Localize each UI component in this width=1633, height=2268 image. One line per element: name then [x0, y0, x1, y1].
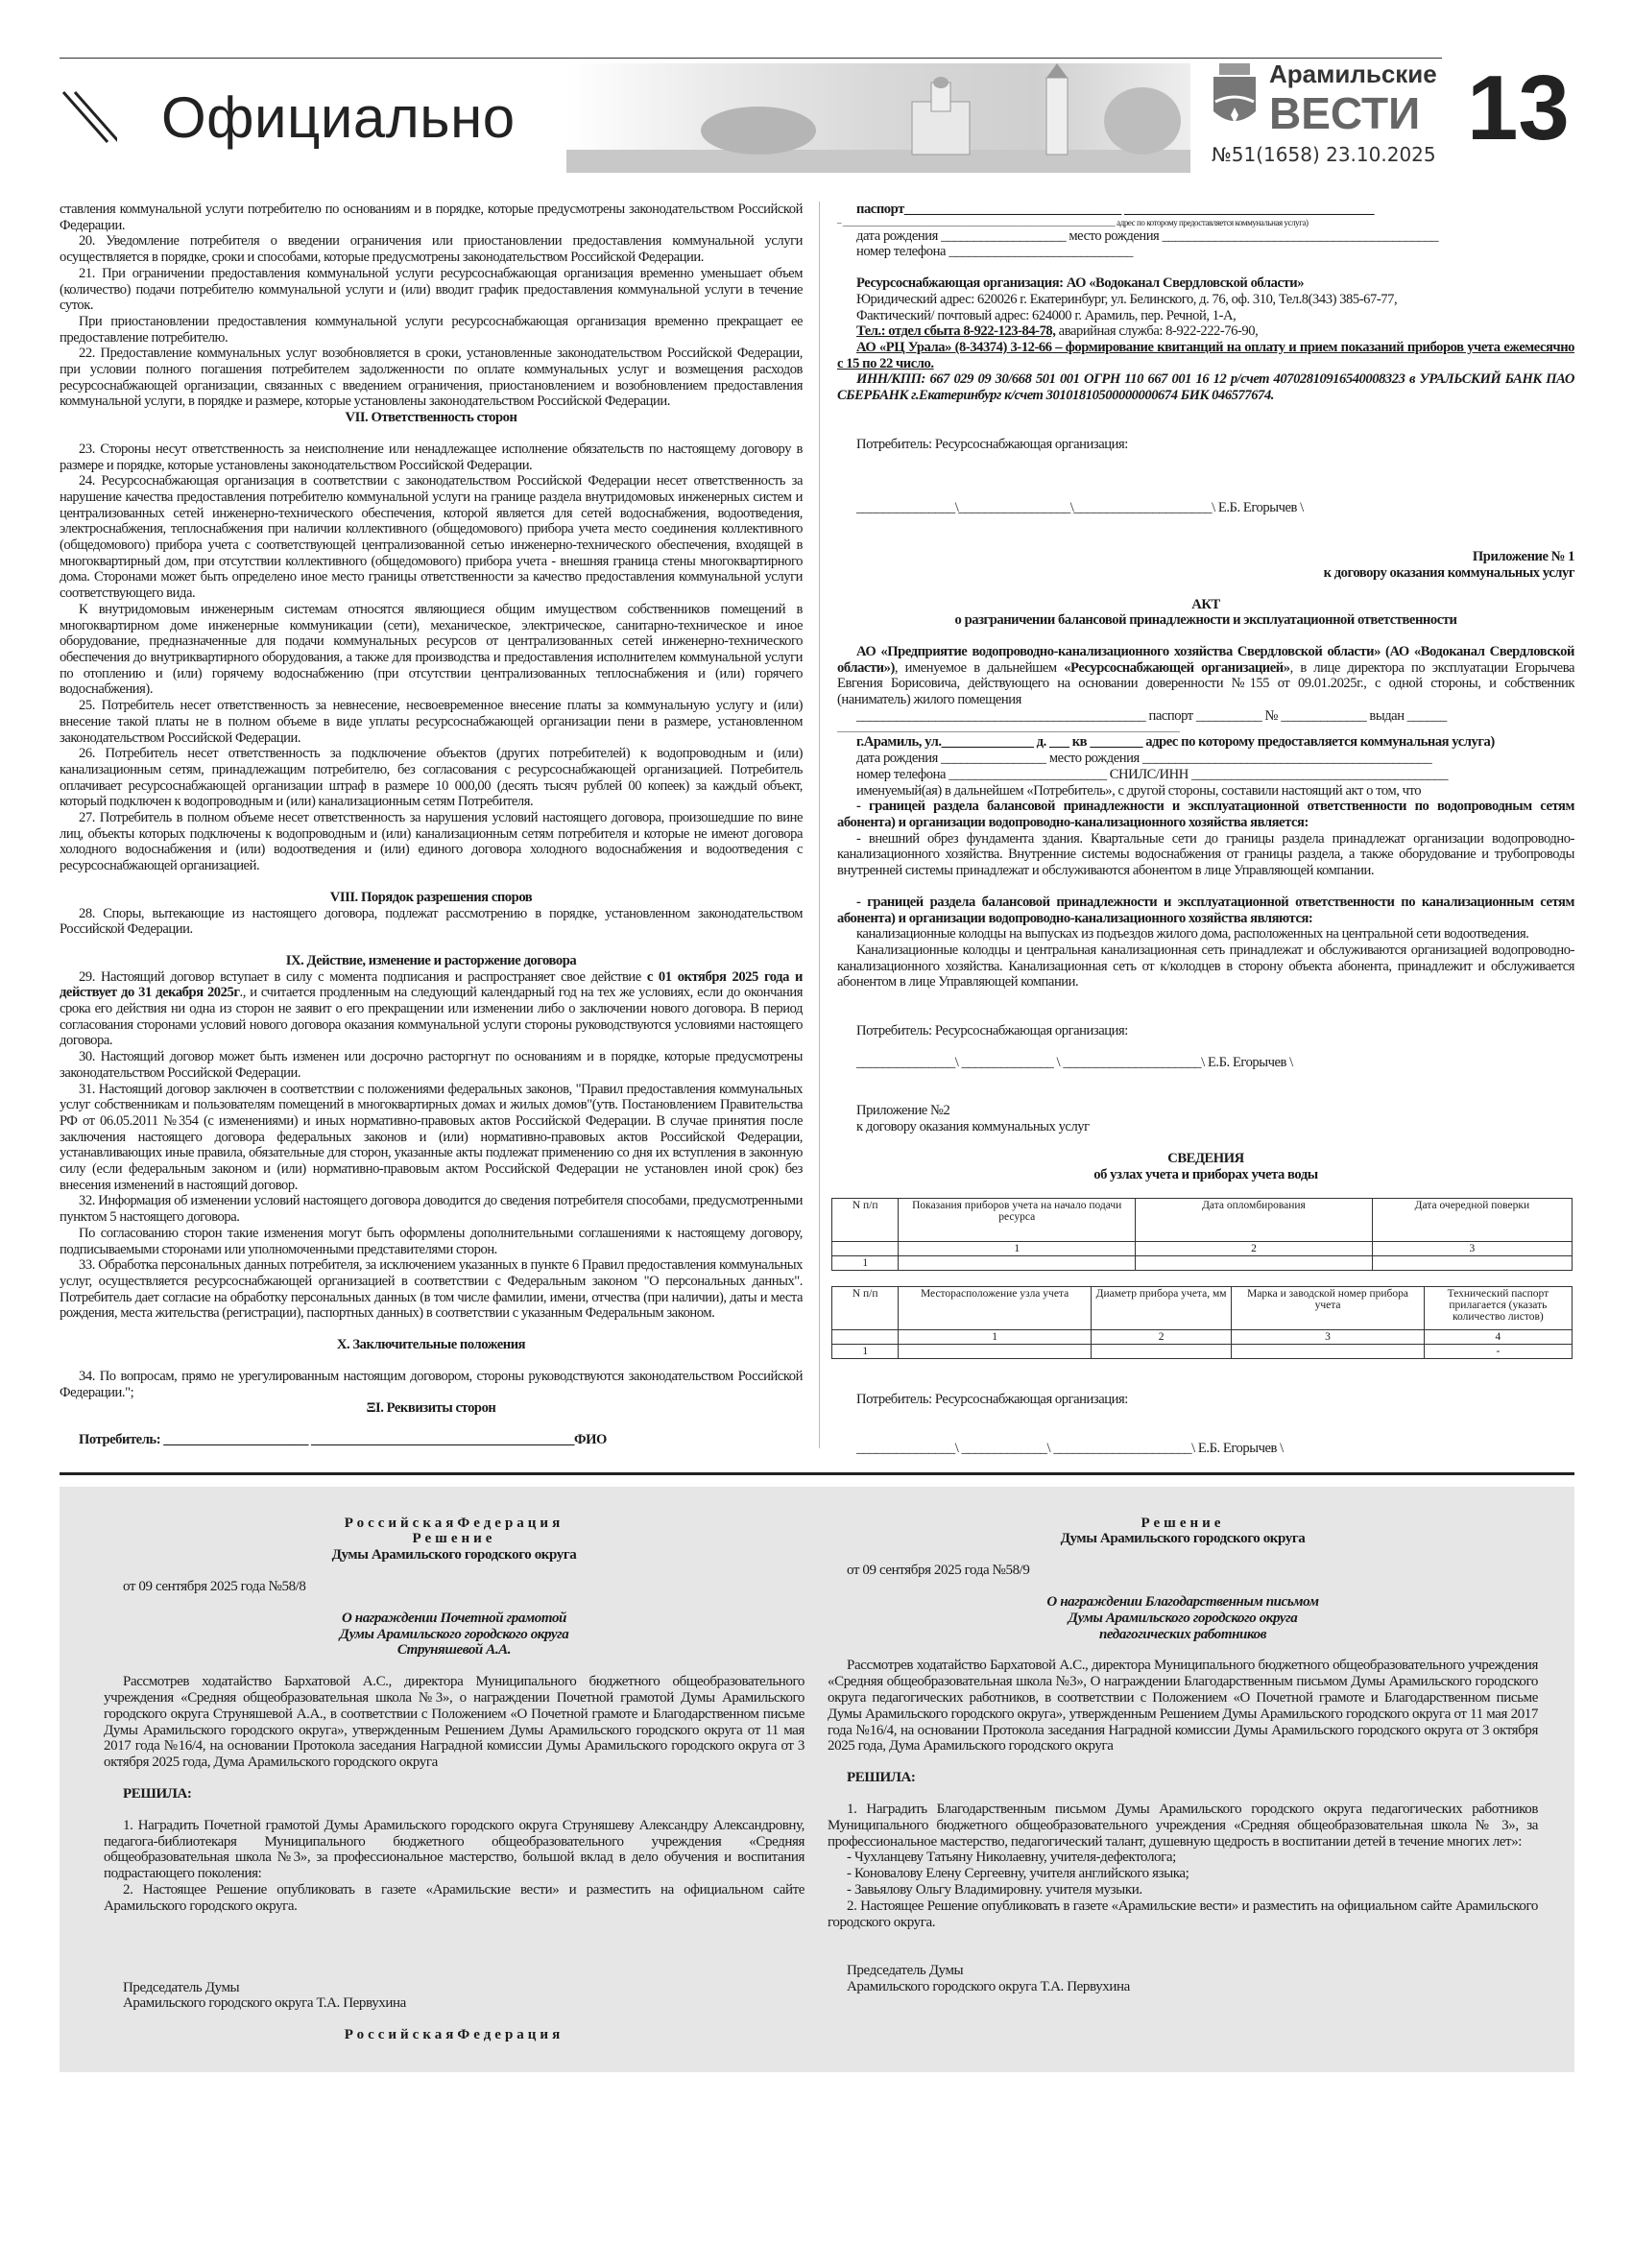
table-header-row: [832, 1287, 1573, 1330]
text-line: [837, 1103, 1574, 1119]
spacer: [837, 1359, 1574, 1392]
bold-line: [828, 1770, 1538, 1786]
section-heading: [837, 1167, 1574, 1183]
table-cell: [899, 1345, 1091, 1359]
paragraph-text: именуемый(ая) в дальнейшем «Потребитель», с другой стороны, составили настоящий акт о том, что: [856, 782, 1422, 799]
paragraph-text: 23. Стороны несут ответственность за неисполнение или ненадлежащее исполнение обязательств по настоящему договору в размере и порядке, которые установлены законодательством Российской Федерации.: [60, 441, 803, 473]
heading-spaced: [104, 2027, 804, 2043]
meter-nodes-table: [831, 1286, 1573, 1359]
paragraph-text: VIII. Порядок разрешения споров: [329, 889, 533, 905]
section-slashes-icon: [60, 88, 117, 146]
paragraph-text: Думы Арамильского городского округа: [339, 1626, 569, 1642]
section-heading: [60, 1400, 803, 1417]
table-header-cell: Дата очередной поверки: [1372, 1199, 1572, 1242]
section-heading: [104, 1547, 804, 1564]
paragraph-text: канализационные колодцы на выпусках из подъездов жилого дома, расположенных на центральной сети водоотведения.: [856, 926, 1529, 943]
paragraph-text: о разграничении балансовой принадлежности и эксплуатационной ответственности: [954, 612, 1457, 629]
table-cell: [1136, 1256, 1373, 1271]
paragraph-text: 2. Настоящее Решение опубликовать в газете «Арамильские вести» и разместить на официальном сайте Арамильского городского округа.: [104, 1881, 804, 1914]
spacer: [837, 1070, 1574, 1103]
paragraph: [837, 228, 1574, 245]
paragraph-text: 28. Споры, вытекающие из настоящего договора, подлежат рассмотрению в порядке, установленном законодательством Российской Федерации.: [60, 905, 803, 938]
newspaper-name-main: ВЕСТИ: [1269, 88, 1421, 138]
section-heading: [837, 597, 1574, 613]
text-line: [837, 292, 1574, 308]
paragraph-text: 21. При ограничении предоставления коммунальной услуги ресурсоснабжающая организация временно уменьшает объем (количество) подачи потребителю коммунальной услуги и (или) вводит график предоставления коммунальной услуги в течение суток.: [60, 265, 803, 314]
decision-title: [828, 1611, 1538, 1627]
paragraph-text: г.Арамиль, ул.______________ д. ___ кв ________ адрес по которому предоставляется коммунальная услуга): [856, 734, 1495, 751]
spacer: [104, 1915, 804, 1947]
appendix-caption: [837, 549, 1574, 565]
paragraph-text: - Чухланцеву Татьяну Николаевну, учителя-дефектолога;: [847, 1850, 1176, 1866]
spacer: [828, 1755, 1538, 1770]
paragraph: [60, 1226, 803, 1257]
paragraph-text: X. Заключительные положения: [336, 1337, 526, 1353]
table-row: [832, 1256, 1573, 1271]
paragraph: [104, 1579, 804, 1595]
paragraph-text: Ресурсоснабжающая организация: АО «Водоканал Свердловской области»: [856, 275, 1305, 292]
duma-decisions-panel: [60, 1487, 1574, 2072]
spacer: [104, 1595, 804, 1611]
newspaper-name-top: Арамильские: [1269, 60, 1437, 88]
paragraph-text: 22. Предоставление коммунальных услуг возобновляется в сроки, установленные законодательством Российской Федерации, при условии полного погашения потребителем задолженности по оплате коммунальных услуг и возмещения расходов ресурсоснабжающей организации, связанных с введением ограничения, приостановлением и возобновлением предоставления коммунальной услуги, в порядке и размере, которые установлены законодательством Российской Федерации.: [60, 346, 803, 410]
meter-readings-table: [831, 1198, 1573, 1271]
table-index-cell: 1: [899, 1330, 1091, 1345]
table-header-cell: N п/п: [832, 1287, 899, 1330]
spacer: [60, 938, 803, 953]
contract-text-column: [60, 202, 820, 1448]
paragraph-text: О награждении Благодарственным письмом: [1046, 1594, 1319, 1611]
paragraph-text: – ______________________________________________________________________ адрес по которому предоставляется коммунальная услуга): [837, 217, 1309, 227]
paragraph-text: При приостановлении предоставления коммунальной услуги ресурсоснабжающая организация временно прекращает ее предоставление потребителю.: [60, 313, 803, 346]
spacer: [104, 1659, 804, 1674]
decision-58-9: [828, 1516, 1538, 2043]
bold-line: [104, 1786, 804, 1802]
paragraph-text: АО «РЦ Урала» (8-34374) 3-12-66 – формирование квитанций на оплату и прием показаний приборов учета ежемесячно с 15 по 22 число.: [837, 339, 1574, 371]
paragraph-text: РоссийскаяФедерация: [344, 1515, 564, 1531]
section-heading: [60, 410, 803, 426]
bold-paragraph: [837, 799, 1574, 830]
paragraph: [828, 1866, 1538, 1882]
table-header-row: [832, 1199, 1573, 1242]
section-title: Официально: [161, 85, 516, 150]
paragraph-tail: ., и считается продленным на следующий календарный год на тех же условиях, если до окончания срока его действия ни одна из сторон не заявит о его прекращении или изменении либо о заключении нового договора. В период согласования сторонами условий нового договора оказания коммунальной услуги стороны руководствуются условиями настоящего договора.: [60, 985, 803, 1049]
spacer: [837, 1408, 1574, 1441]
paragraph-bold-part: Тел.: отдел сбыта 8-922-123-84-78,: [856, 323, 1056, 340]
paragraph-text: дата рождения ___________________ место рождения __________________________________________: [856, 227, 1439, 244]
table-index-cell: 4: [1424, 1330, 1572, 1345]
paragraph-text: , именуемое в дальнейшем: [894, 659, 1065, 676]
bold-line: [837, 734, 1574, 751]
paragraph-text: _______________\ ______________ \ _____________________\ Е.Б. Егорычев \: [856, 1054, 1293, 1070]
paragraph-text: педагогических работников: [1098, 1626, 1267, 1642]
table-index-cell: 2: [1136, 1242, 1373, 1256]
table-header-cell: Месторасположение узла учета: [899, 1287, 1091, 1330]
paragraph-text: ставления коммунальной услуги потребителю по основаниям и в порядке, которые предусмотрены законодательством Российской Федерации.: [60, 202, 803, 233]
table-header-cell: Марка и заводской номер прибора учета: [1232, 1287, 1424, 1330]
paragraph-text: - Завьялову Ольгу Владимировну. учителя музыки.: [847, 1881, 1142, 1898]
paragraph: [60, 266, 803, 314]
paragraph-text: Приложение № 1: [1472, 549, 1574, 565]
paragraph: [60, 969, 803, 1050]
spacer: [837, 1135, 1574, 1151]
decision-title: [828, 1594, 1538, 1611]
paragraph-text: К внутридомовым инженерным системам относятся являющиеся общим имуществом собственников помещений в многоквартирном доме инженерные коммуникации (сети), механическое, электрическое, санитарно-техническое и иное оборудование, предназначенные для подачи коммунальных ресурсов от централизованных сетей инженерно-технического обеспечения до внутриквартирного оборудования, а также для производства и предоставления исполнителем коммунальной услуги по отоплению и (или) горячему водоснабжению (при отсутствии централизованных теплоснабжения и (или) горячего водоснабжения).: [60, 601, 803, 698]
paragraph-text: Канализационные колодцы и центральная канализационная сеть принадлежат и обслуживаются организацией водопроводно-канализационного хозяйства. Канализационная сеть от к/колодцев в сторону объекта абонента, принадлежит и обслуживается абонентом в лице Управляющей компании.: [837, 942, 1574, 991]
paragraph-text: ________________________________________________________________________________________: [837, 724, 1180, 734]
spacer: [837, 260, 1574, 275]
paragraph: [828, 1882, 1538, 1898]
spacer: [837, 1182, 1574, 1198]
text-line: [837, 1023, 1574, 1039]
paragraph-text: РЕШИЛА:: [123, 1786, 192, 1802]
paragraph-text: IX. Действие, изменение и расторжение договора: [285, 952, 577, 968]
table-row: [832, 1345, 1573, 1359]
paragraph-text: Потребитель: Ресурсоснабжающая организация:: [856, 436, 1128, 452]
paragraph-text: 29. Настоящий договор вступает в силу с момента подписания и распространяет свое действие: [79, 968, 647, 985]
paragraph-text: VII. Ответственность сторон: [345, 410, 517, 426]
paragraph-text: - внешний обрез фундамента здания. Квартальные сети до границы раздела принадлежат организации водопроводно-канализационного хозяйства. Внутренние системы водоснабжения от границы раздела, а также оборудование и трубопроводы внутренней системы принадлежат и обслуживаются абонентом в лице Управляющей компании.: [837, 830, 1574, 879]
paragraph: [104, 1818, 804, 1882]
paragraph: [104, 1882, 804, 1915]
paragraph: [837, 751, 1574, 767]
table-header-cell: Технический паспорт прилагается (указать количество листов): [1424, 1287, 1572, 1330]
paragraph-text: РЕШИЛА:: [847, 1770, 916, 1786]
section-divider: [60, 1472, 1574, 1475]
paragraph-text: от 09 сентября 2025 года №58/9: [847, 1563, 1030, 1579]
paragraph: [60, 746, 803, 810]
paragraph-text: 24. Ресурсоснабжающая организация в соответствии с законодательством Российской Федерации несет ответственность за нарушение качества предоставления потребителю коммунальной услуги на границе раздела внутридомовых инженерных систем и централизованных сетей инженерно-технического обеспечения, которой является для сетей водоснабжения, водоотведения, электроснабжения, теплоснабжения при наличии коллективного (общедомового) прибора учета место соединения коллективного (общедомового) прибора учета с соответствующей централизованной сетью инженерно-технического обеспечения, входящей в многоквартирный дом, при отсутствии коллективного (общедомового) прибора учета - внешняя граница стены многоквартирного дома. Сторонами может быть определено иное место границы ответственности за качество предоставления коммунальной услуги соответствующего вида.: [60, 473, 803, 602]
table-index-cell: [832, 1330, 899, 1345]
paragraph-text: 1. Наградить Благодарственным письмом Думы Арамильского городского округа педагогических работников Муниципального бюджетного общеобразовательного учреждения «Средняя общеобразовательная школа № 3», за профессиональное мастерство, педагогический талант, душевную щедрость в воспитании детей в течение многих лет»:: [828, 1802, 1538, 1850]
paragraph-text: 34. По вопросам, прямо не урегулированным настоящим договором, стороны руководствуются законодательством Российской Федерации.";: [60, 1368, 803, 1400]
paragraph: [837, 831, 1574, 879]
paragraph-text: Председатель Думы: [847, 1963, 964, 1979]
paragraph: [60, 473, 803, 602]
paragraph: [828, 1658, 1538, 1755]
paragraph-text: СВЕДЕНИЯ: [1167, 1150, 1244, 1166]
table-header-cell: Показания приборов учета на начало подачи ресурса: [899, 1199, 1136, 1242]
spacer: [60, 426, 803, 442]
paragraph: [60, 906, 803, 938]
paragraph: [60, 1257, 803, 1322]
signature-line: [837, 500, 1574, 516]
paragraph-text: 25. Потребитель несет ответственность за невнесение, несвоевременное внесение платы за коммунальную услугу и (или) внесение такой платы не в полном объеме в виде уплаты ресурсоснабжающей организации пени в размере, установленном законодательством Российской Федерации.: [60, 698, 803, 746]
appendix-caption: [837, 565, 1574, 582]
paragraph-text: Решение: [1141, 1515, 1225, 1531]
section-heading: [837, 612, 1574, 629]
text-line: [837, 708, 1574, 725]
paragraph-text: 2. Настоящее Решение опубликовать в газете «Арамильские вести» и разместить на официальном сайте Арамильского городского округа.: [828, 1898, 1538, 1930]
table-cell: -: [1424, 1345, 1572, 1359]
issue-number-date: №51(1658) 23.10.2025: [1212, 143, 1436, 166]
table-index-cell: 3: [1372, 1242, 1572, 1256]
paragraph: [60, 698, 803, 746]
spacer: [837, 991, 1574, 1023]
spacer: [828, 1930, 1538, 1963]
paragraph-text: Рассмотрев ходатайство Бархатовой А.С., директора Муниципального бюджетного общеобразовательного учреждения «Средняя общеобразовательная школа №3», О награждении Благодарственным письмом Думы Арамильского городского округа педагогических работников, в соответствии с Положением «О Почетной грамоте и Благодарственном письме Думы Арамильского городского округа», утвержденным Решением Думы Арамильского городского округа от 11 мая 2017 года №16/4, на основании Протокола заседания Наградной комиссии Думы Арамильского городского округа от 3 октября 2025 года, Дума Арамильского городского округа: [828, 1658, 1538, 1755]
paragraph-text: паспорт_________________________________ ______________________________________: [856, 202, 1375, 217]
paragraph-text: - границей раздела балансовой принадлежности и эксплуатационной ответственности по канализационным сетям абонента) и организации водопроводно-канализационного хозяйства являются:: [837, 894, 1574, 926]
bank-details: [837, 371, 1574, 403]
bold-line: [837, 275, 1574, 292]
section-heading: [60, 1337, 803, 1353]
spacer: [828, 1786, 1538, 1802]
spacer: [837, 516, 1574, 549]
text-line: [104, 1980, 804, 1996]
text-line: [837, 308, 1574, 324]
coat-of-arms-logo: [1212, 63, 1258, 129]
paragraph-text: Думы Арамильского городского округа: [1068, 1610, 1298, 1626]
paragraph: [837, 767, 1574, 783]
paragraph-text: Арамильского городского округа Т.А. Первухина: [123, 1995, 406, 2012]
spacer: [60, 1353, 803, 1369]
paragraph-text: - Коновалову Елену Сергеевну, учителя английского языка;: [847, 1866, 1189, 1882]
paragraph-text: _______________\_________________\_____________________\ Е.Б. Егорычев \: [856, 500, 1304, 516]
spacer: [104, 1564, 804, 1579]
paragraph-text: ИНН/КПП: 667 029 09 30/668 501 001 ОГРН 110 667 001 16 12 р/счет 40702810916540008323 в УРАЛЬСКИЙ БАНК ПАО СБЕРБАНК г.Екатеринбург к/счет 30101810500000000674 БИК 046577674.: [837, 371, 1574, 404]
spacer: [104, 2012, 804, 2027]
bold-line: [837, 202, 1574, 218]
decision-title: [828, 1627, 1538, 1643]
section-heading: [60, 953, 803, 969]
paragraph-text: Потребитель: Ресурсоснабжающая организация:: [856, 1023, 1128, 1039]
paragraph-text: 1. Наградить Почетной грамотой Думы Арамильского городского округа Струняшеву Александру Александровну, педагога-библиотекаря Муниципального бюджетного общеобразовательного учреждения «Средняя общеобразовательная школа №3», за профессиональное мастерство, большой вклад в дело обучения и воспитания подрастающего поколения:: [104, 1817, 804, 1882]
spacer: [837, 452, 1574, 485]
paragraph-text: номер телефона ____________________________: [856, 244, 1133, 260]
paragraph-text: дата рождения ________________ место рождения ____________________________________________: [856, 751, 1432, 767]
signature-line: [837, 1055, 1574, 1071]
paragraph-text: Струняшевой А.А.: [396, 1642, 512, 1659]
text-line: [837, 1119, 1574, 1135]
paragraph-text: Приложение №2: [856, 1103, 950, 1119]
paragraph-text: Председатель Думы: [123, 1979, 240, 1995]
paragraph: [104, 1674, 804, 1771]
field-caption: [837, 218, 1574, 228]
spacer: [837, 1039, 1574, 1055]
paragraph-text: Арамильского городского округа Т.А. Первухина: [847, 1979, 1130, 1995]
contract-requisites-column: [837, 202, 1574, 1457]
page-header: [0, 0, 1633, 192]
spacer: [60, 1417, 803, 1432]
paragraph: [837, 943, 1574, 991]
header-rule: [60, 58, 1442, 59]
table-index-cell: 2: [1091, 1330, 1231, 1345]
paragraph: [837, 783, 1574, 800]
section-heading: [828, 1531, 1538, 1547]
spacer: [837, 879, 1574, 895]
table-header-cell: Диаметр прибора учета, мм: [1091, 1287, 1231, 1330]
bold-line: [60, 1432, 803, 1448]
text-line: [104, 1995, 804, 2012]
paragraph-text: Потребитель: Ресурсоснабжающая организация:: [856, 1392, 1128, 1408]
paragraph: [828, 1898, 1538, 1931]
paragraph: [837, 644, 1574, 708]
table-index-row: [832, 1242, 1573, 1256]
text-line: [828, 1979, 1538, 1995]
table-cell: [1232, 1345, 1424, 1359]
decision-58-8: [104, 1516, 804, 2043]
paragraph: [837, 244, 1574, 260]
paragraph-continued: [60, 202, 803, 233]
paragraph-text: О награждении Почетной грамотой: [341, 1610, 567, 1626]
paragraph: [60, 442, 803, 473]
paragraph-text: к договору оказания коммунальных услуг: [856, 1119, 1090, 1135]
phone-line: [837, 323, 1574, 340]
paragraph-text: ____________________________________________ паспорт __________ № _____________ выдан ______: [856, 707, 1447, 724]
text-line: [837, 437, 1574, 453]
spacer: [837, 582, 1574, 597]
signature-line: [837, 1441, 1574, 1457]
table-cell: 1: [832, 1256, 899, 1271]
spacer: [837, 404, 1574, 437]
paragraph-text: _______________\ _____________\ _____________________\ Е.Б. Егорычев \: [856, 1440, 1284, 1456]
spacer: [104, 1947, 804, 1980]
paragraph-tail: , в лице директора по эксплуатации Егорычева Евгения Борисовича, действующего на основании доверенности №155 от 09.01.2025г., с одной стороны, и собственник (наниматель) жилого помещения: [837, 659, 1574, 708]
paragraph-text: По согласованию сторон такие изменения могут быть оформлены дополнительными соглашениями к настоящему договору, подписываемыми сторонами или уполномоченными представителями сторон.: [60, 1225, 803, 1257]
paragraph-text: к договору оказания коммунальных услуг: [1323, 564, 1574, 581]
paragraph-text: ΞI. Реквизиты сторон: [366, 1400, 496, 1417]
paragraph-text: Рассмотрев ходатайство Бархатовой А.С., директора Муниципального бюджетного общеобразовательного учреждения «Средняя общеобразовательная школа №3», о награждении Почетной грамотой Думы Арамильского городского округа Струняшевой А.А., в соответствии с Положением «О Почетной грамоте и Благодарственном письме Думы Арамильского городского округа», утвержденным Решением Думы Арамильского городского округа от 11 мая 2017 года №16/4, на основании Протокола заседания Наградной комиссии Думы Арамильского городского округа от 3 октября 2025 года, Дума Арамильского городского округа: [104, 1674, 804, 1771]
section-heading: [60, 890, 803, 906]
paragraph-text: Думы Арамильского городского округа: [1060, 1531, 1306, 1547]
decision-title: [104, 1627, 804, 1643]
spacer: [60, 874, 803, 890]
table-cell: [899, 1256, 1136, 1271]
paragraph-text: номер телефона ________________________ СНИЛС/ИНН _______________________________________: [856, 766, 1449, 782]
paragraph: [828, 1850, 1538, 1866]
spacer: [837, 485, 1574, 500]
paragraph-text: - границей раздела балансовой принадлежности и эксплуатационной ответственности по водопроводным сетям абонента) и организации водопроводно-канализационного хозяйства является:: [837, 799, 1574, 830]
spacer: [104, 1802, 804, 1818]
paragraph-text: об узлах учета и приборах учета воды: [1093, 1166, 1318, 1182]
spacer: [60, 1322, 803, 1337]
paragraph-bold-lead: АО «Предприятие водопроводно-канализационного хозяйства Свердловской области» (АО «Водоканал Свердловской области»): [837, 643, 1574, 676]
table-header-cell: Дата опломбирования: [1136, 1199, 1373, 1242]
paragraph-text: 26. Потребитель несет ответственность за подключение объектов (других потребителей) к водопроводным и (или) канализационным сетям, принадлежащим потребителю, без согласования с ресурсоснабжающей организацией. Потребитель оплачивает ресурсоснабжающей организации штраф в размере 10 000,00 (десять тысяч рублей 00 копеек) за каждый объект, который подключен к водопроводным и (или) канализационным сетям Потребителя.: [60, 746, 803, 810]
heading-spaced: [828, 1516, 1538, 1532]
paragraph: [837, 926, 1574, 943]
heading-spaced: [104, 1516, 804, 1532]
paragraph: [60, 1369, 803, 1400]
table-index-cell: 1: [899, 1242, 1136, 1256]
paragraph-text: АКТ: [1191, 596, 1220, 612]
paragraph-text: Потребитель: ______________________ ________________________________________ФИО: [79, 1431, 607, 1447]
table-header-cell: N п/п: [832, 1199, 899, 1242]
text-line: [828, 1963, 1538, 1979]
paragraph: [60, 602, 803, 698]
paragraph: [60, 1082, 803, 1194]
paragraph-text: от 09 сентября 2025 года №58/8: [123, 1579, 306, 1595]
paragraph: [60, 1193, 803, 1225]
section-heading: [837, 1151, 1574, 1167]
paragraph-text: Думы Арамильского городского округа: [331, 1547, 577, 1564]
field-caption: [837, 724, 1574, 734]
paragraph-text: 31. Настоящий договор заключен в соответствии с положениями федеральных законов, "Правил предоставления коммунальных услуг собственникам и пользователям помещений в многоквартирных домах и жилых домов"(утв. Постановлением Правительства РФ от 06.05.2011 №354 (с изменениями) и иных нормативно-правовых актов Российской Федерации. В случае принятия после заключения настоящего договора федеральных законов и (или) нормативно-правовых актов Российской Федерации, устанавливающих иные правила, обязательные для сторон, указанные акты подлежат применению со дня их вступления в законную силу (если федеральным законом и (или) нормативно-правовым актом Российской Федерации не установлен иной срок) без внесения изменений в настоящий договор.: [60, 1081, 803, 1193]
table-index-row: [832, 1330, 1573, 1345]
paragraph: [60, 346, 803, 410]
spacer: [828, 1642, 1538, 1658]
contract-section: [60, 202, 1574, 1457]
decision-title: [104, 1642, 804, 1659]
table-cell: [1372, 1256, 1572, 1271]
paragraph: [60, 314, 803, 346]
paragraph-bold-part: с 01 октября 2025 года и действует до 31 декабря 2025г: [60, 968, 803, 1001]
heading-spaced: [104, 1531, 804, 1547]
paragraph-text: 32. Информация об изменении условий настоящего договора доводится до сведения потребителя способами, предусмотренными пунктом 5 настоящего договора.: [60, 1193, 803, 1226]
paragraph-text: Юридический адрес: 620026 г. Екатеринбург, ул. Белинского, д. 76, оф. 310, Тел.8(343) 385-67-77,: [856, 291, 1398, 307]
bold-paragraph: [837, 895, 1574, 926]
underlined-notice: [837, 340, 1574, 371]
table-cell: 1: [832, 1345, 899, 1359]
paragraph: [828, 1563, 1538, 1579]
paragraph-text: 20. Уведомление потребителя о введении ограничения или приостановлении предоставления коммунальной услуги осуществляется в порядке, сроки и способами, которые предусмотрены законодательством Российской Федерации.: [60, 233, 803, 266]
table-index-cell: 3: [1232, 1330, 1424, 1345]
text-line: [837, 1392, 1574, 1408]
paragraph: [60, 233, 803, 265]
paragraph: [828, 1802, 1538, 1850]
paragraph-tail: аварийная служба: 8-922-222-76-90,: [1055, 323, 1259, 340]
header-town-photo: [566, 63, 1190, 173]
paragraph-text: РоссийскаяФедерация: [344, 2027, 564, 2043]
paragraph-bold-part: «Ресурсоснабжающей организацией»: [1064, 659, 1290, 676]
paragraph: [60, 1049, 803, 1081]
paragraph-text: 30. Настоящий договор может быть изменен или досрочно расторгнут по основаниям и в порядке, которые предусмотрены законодательством Российской Федерации.: [60, 1049, 803, 1081]
table-cell: [1091, 1345, 1231, 1359]
spacer: [828, 1579, 1538, 1594]
page-number: 13: [1467, 57, 1570, 159]
table-index-cell: [832, 1242, 899, 1256]
spacer: [104, 1771, 804, 1786]
paragraph-text: 27. Потребитель в полном объеме несет ответственность за нарушения условий настоящего договора, произошедшие по вине лиц, объекты которых подключены к водопроводным и (или) канализационным сетям потребителя и которые не имеют договора холодного водоснабжения и (или) водоотведения и (или) единого договора холодного водоснабжения и водоотведения с ресурсоснабжающей организацией.: [60, 810, 803, 874]
paragraph: [60, 810, 803, 874]
paragraph-text: Решение: [412, 1531, 496, 1547]
spacer: [828, 1547, 1538, 1563]
paragraph-text: 33. Обработка персональных данных потребителя, за исключением указанных в пункте 6 Правил предоставления коммунальных услуг, осуществляется ресурсоснабжающей организацией в соответствии с Федеральным законом "О персональных данных". Потребитель дает согласие на обработку персональных данных (в том числе фамилии, имени, отчества (при наличии), даты и места рождения, места жительства (регистрации), паспортных данных) в соответствии с указанным Федеральным законом.: [60, 1257, 803, 1322]
decision-title: [104, 1611, 804, 1627]
paragraph-text: Фактический/ почтовый адрес: 624000 г. Арамиль, пер. Речной, 1-А,: [856, 307, 1237, 323]
spacer: [837, 629, 1574, 644]
